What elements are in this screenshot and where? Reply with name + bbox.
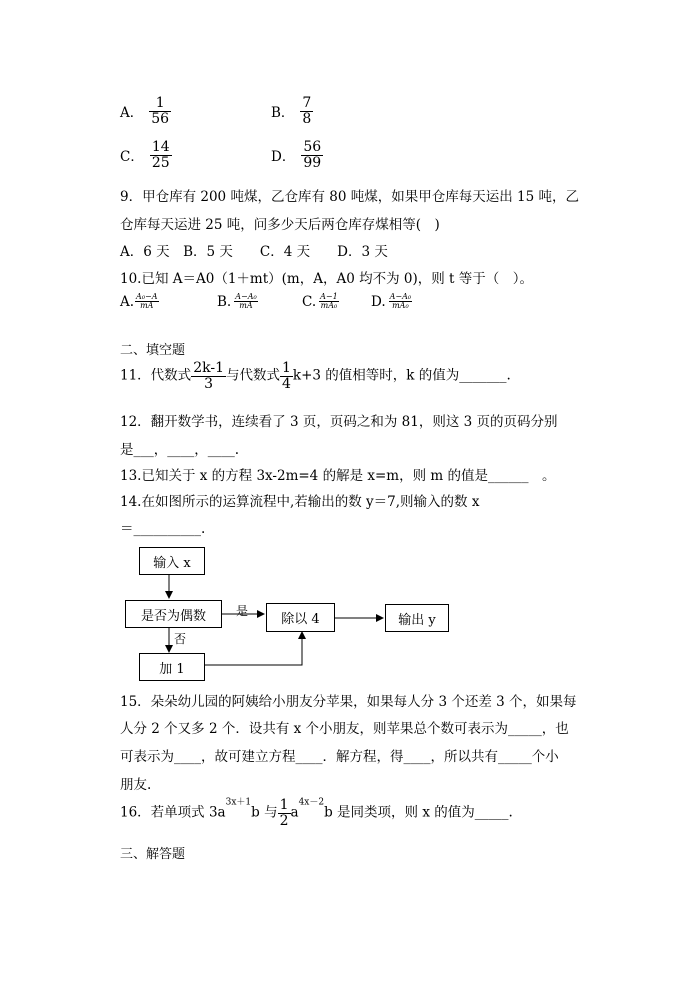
section-2-heading: 二、填空题: [120, 343, 186, 358]
q16-suffix: b 是同类项，则 x 的值为_____.: [324, 804, 513, 821]
q10-d-num: A−A₀: [389, 292, 412, 301]
flow-no-label: 否: [174, 632, 187, 646]
q8-option-c-letter: C．: [120, 149, 144, 166]
q8-b-num: 7: [302, 95, 312, 111]
q11-f2-num: 1: [281, 360, 291, 376]
q11-suffix: k+3 的值相等时，k 的值为_______.: [292, 367, 511, 384]
q8-c-den: 25: [151, 154, 170, 171]
q11-f1-num: 2k-1: [193, 360, 224, 376]
q14-line1: 14.在如图所示的运算流程中,若输出的数 y＝7,则输入的数 x: [120, 494, 480, 510]
q8-d-num: 56: [303, 139, 322, 155]
q15-line4: 朋友.: [120, 777, 152, 793]
q10-c-den: mA₀: [320, 301, 338, 311]
q16-exponent-1: 3x＋1: [225, 797, 252, 808]
q16-f-den: 2: [279, 812, 289, 829]
q16-f-num: 1: [279, 797, 289, 813]
q16-fraction: [278, 798, 291, 828]
q15-line2: 人分 2 个又多 2 个．设共有 x 个小朋友，则苹果总个数可表示为_____，也: [120, 721, 569, 737]
flow-add-box: 加 1: [139, 653, 205, 681]
q12-line1: 12．翻开数学书，连续看了 3 页，页码之和为 81，则这 3 页的页码分别: [120, 414, 558, 430]
q9-line1: 9．甲仓库有 200 吨煤，乙仓库有 80 吨煤，如果甲仓库每天运出 15 吨，乙: [120, 189, 579, 205]
q16: [120, 798, 513, 828]
q10-b-letter: B.: [217, 293, 232, 310]
q10-stem: 10.已知 A＝A0（1＋mt）(m，A，A0 均不为 0)，则 t 等于（ ）。: [120, 271, 534, 287]
q15-line3: 可表示为____，故可建立方程____．解方程，得____，所以共有_____个小: [120, 749, 559, 765]
q8-c-num: 14: [151, 139, 170, 155]
q10-a-num: A₀−A: [136, 292, 158, 301]
flow-check-box: 是否为偶数: [125, 600, 222, 628]
q16-mid2: a: [290, 804, 299, 821]
q8-option-a-letter: A．: [120, 105, 144, 122]
q12-line2: 是___，____，____.: [120, 442, 240, 458]
q9-options: A．6 天 B．5 天 C．4 天 D．3 天: [120, 244, 388, 260]
q10-c-num: A−1: [320, 292, 338, 301]
q11-prefix: 11．代数式: [120, 367, 192, 384]
q10-d-letter: D.: [371, 293, 386, 310]
flow-divide-box: 除以 4: [266, 603, 335, 632]
q10-b-den: mA: [239, 301, 253, 311]
q14-line2: ＝__________.: [120, 521, 206, 537]
q8-option-b-letter: B．: [271, 105, 295, 122]
q8-option-d-letter: D．: [271, 149, 296, 166]
q16-prefix: 16．若单项式 3a: [120, 804, 226, 821]
q8-b-den: 8: [302, 110, 312, 127]
q10-b-num: A−A₀: [235, 292, 257, 301]
q10-d-den: mA₀: [392, 301, 409, 311]
flow-input-box: 输入 x: [139, 547, 205, 575]
q16-exponent-2: 4x－2: [298, 797, 325, 808]
section-3-heading: 三、解答题: [120, 847, 186, 862]
q13: 13.已知关于 x 的方程 3x-2m=4 的解是 x=m，则 m 的值是______ 。: [120, 468, 556, 484]
q8-d-den: 99: [303, 154, 322, 171]
q11-f2-den: 4: [281, 375, 291, 392]
flow-output-box: 输出 y: [385, 604, 449, 632]
q8-a-den: 56: [151, 110, 170, 127]
q9-line2: 仓库每天运进 25 吨，问多少天后两仓库存煤相等( ): [120, 217, 440, 233]
q10-c-letter: C.: [302, 293, 317, 310]
arrow-add-to-divide: [204, 632, 302, 665]
q11-f1-den: 3: [204, 375, 214, 392]
flow-yes-label: 是: [236, 604, 249, 618]
q15-line1: 15．朵朵幼儿园的阿姨给小朋友分苹果，如果每人分 3 个还差 3 个，如果每: [120, 694, 577, 710]
q10-a-den: mA: [140, 301, 154, 311]
q8-a-num: 1: [149, 96, 171, 112]
q16-mid1: b 与: [251, 804, 278, 821]
q10-a-letter: A.: [120, 293, 135, 310]
q11-mid: 与代数式: [225, 367, 280, 384]
